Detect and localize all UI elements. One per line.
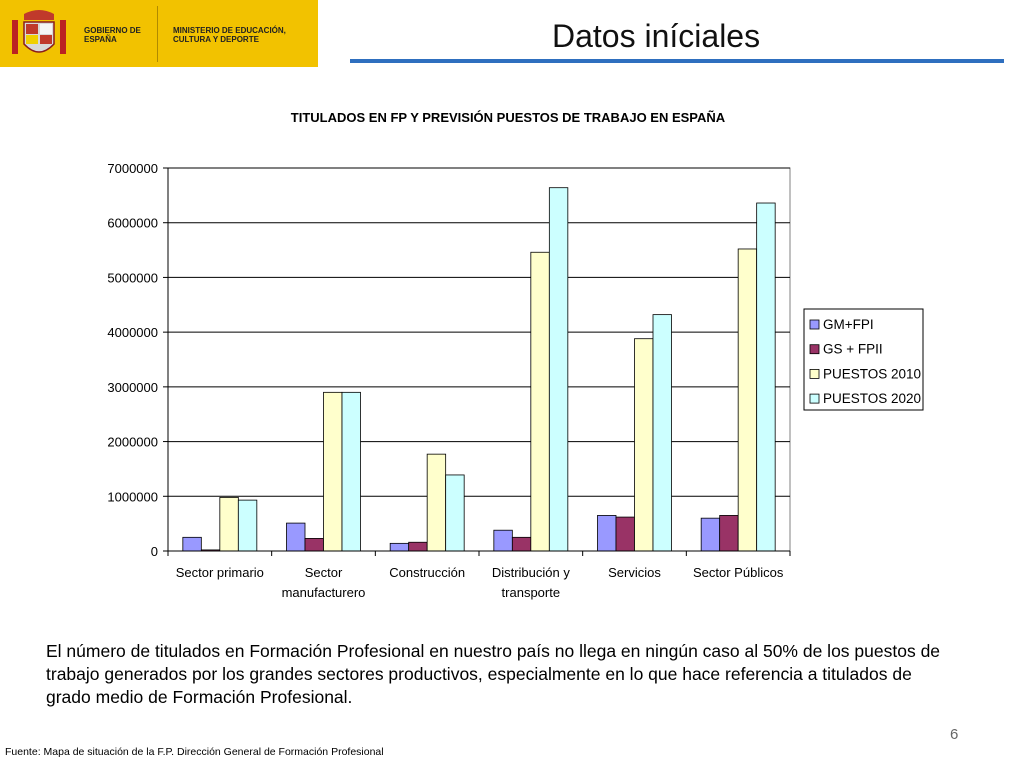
x-tick-label-line: Construcción	[389, 565, 466, 580]
legend-label: GS + FPII	[823, 341, 883, 357]
bar	[342, 392, 361, 551]
bar	[531, 252, 550, 551]
bar	[220, 497, 239, 551]
legend-swatch	[810, 345, 819, 354]
x-tick-label-line: Sector primario	[175, 565, 264, 580]
bar	[427, 454, 446, 551]
y-tick-label: 2000000	[107, 434, 158, 450]
x-tick-label	[282, 565, 366, 600]
body-paragraph: El número de titulados en Formación Profesional en nuestro país no llega en ningún caso al 50% de los puestos de trabajo generados por los grandes sectores productivos, especialmente en lo que hace referencia a titulados de grado medio de Formación Profesional.	[46, 641, 941, 707]
bar	[757, 203, 776, 551]
title-rule	[350, 59, 1004, 63]
bar	[494, 530, 513, 551]
x-tick-label-line: Servicios	[608, 565, 661, 580]
bar	[183, 537, 202, 551]
x-tick-label-line: Sector	[304, 565, 343, 580]
bar	[549, 188, 568, 551]
x-tick-label-line: Distribución y	[491, 565, 570, 580]
logo-bar	[0, 0, 318, 67]
legend-swatch	[810, 320, 819, 329]
y-axis	[107, 161, 168, 559]
x-tick-label-line: manufacturero	[281, 585, 366, 600]
legend-swatch	[810, 394, 819, 403]
x-tick-label	[492, 565, 571, 600]
page-title: Datos iníciales	[552, 18, 761, 54]
x-axis	[168, 551, 790, 600]
bar	[598, 515, 617, 551]
legend-label: PUESTOS 2010	[823, 366, 922, 382]
plot-area	[168, 168, 790, 551]
source-note: Fuente: Mapa de situación de la F.P. Dirección General de Formación Profesional	[5, 746, 384, 758]
bar	[324, 392, 343, 551]
y-tick-label: 7000000	[107, 161, 158, 176]
y-tick-label: 5000000	[107, 270, 158, 286]
coat-of-arms-icon	[8, 6, 70, 62]
y-tick-label: 3000000	[107, 379, 158, 395]
bar	[409, 542, 428, 551]
x-tick-label	[176, 565, 264, 580]
legend-label: GM+FPI	[823, 317, 874, 332]
bar	[238, 500, 256, 551]
bar	[701, 518, 720, 551]
y-tick-label: 4000000	[107, 325, 158, 341]
bar	[738, 249, 757, 551]
x-tick-label	[608, 565, 661, 580]
bar	[720, 515, 739, 551]
gov-label: GOBIERNO DE ESPAÑA	[84, 26, 141, 44]
legend	[804, 309, 923, 410]
x-tick-label	[693, 565, 784, 580]
bar	[512, 537, 531, 551]
x-tick-label-line: Sector Públicos	[693, 565, 784, 580]
page-number: 6	[950, 726, 959, 743]
y-tick-label: 0	[150, 544, 158, 559]
ministry-label: MINISTERIO DE EDUCACIÓN, CULTURA Y DEPORTE	[173, 26, 286, 44]
bar	[616, 517, 635, 551]
bar	[305, 538, 324, 551]
bar	[390, 543, 409, 551]
bar	[446, 475, 465, 551]
y-tick-label: 6000000	[107, 215, 158, 231]
bar	[653, 315, 672, 551]
legend-swatch	[810, 369, 819, 378]
legend-label: PUESTOS 2020	[823, 391, 922, 407]
y-tick-label: 1000000	[107, 489, 158, 505]
logo-divider	[157, 6, 158, 62]
bar	[635, 339, 654, 551]
bar	[287, 523, 306, 551]
x-tick-label-line: transporte	[501, 585, 561, 600]
bar-chart	[0, 100, 1024, 610]
chart-title: TITULADOS EN FP Y PREVISIÓN PUESTOS DE TRABAJO EN ESPAÑA	[290, 110, 726, 125]
x-tick-label	[389, 565, 465, 580]
